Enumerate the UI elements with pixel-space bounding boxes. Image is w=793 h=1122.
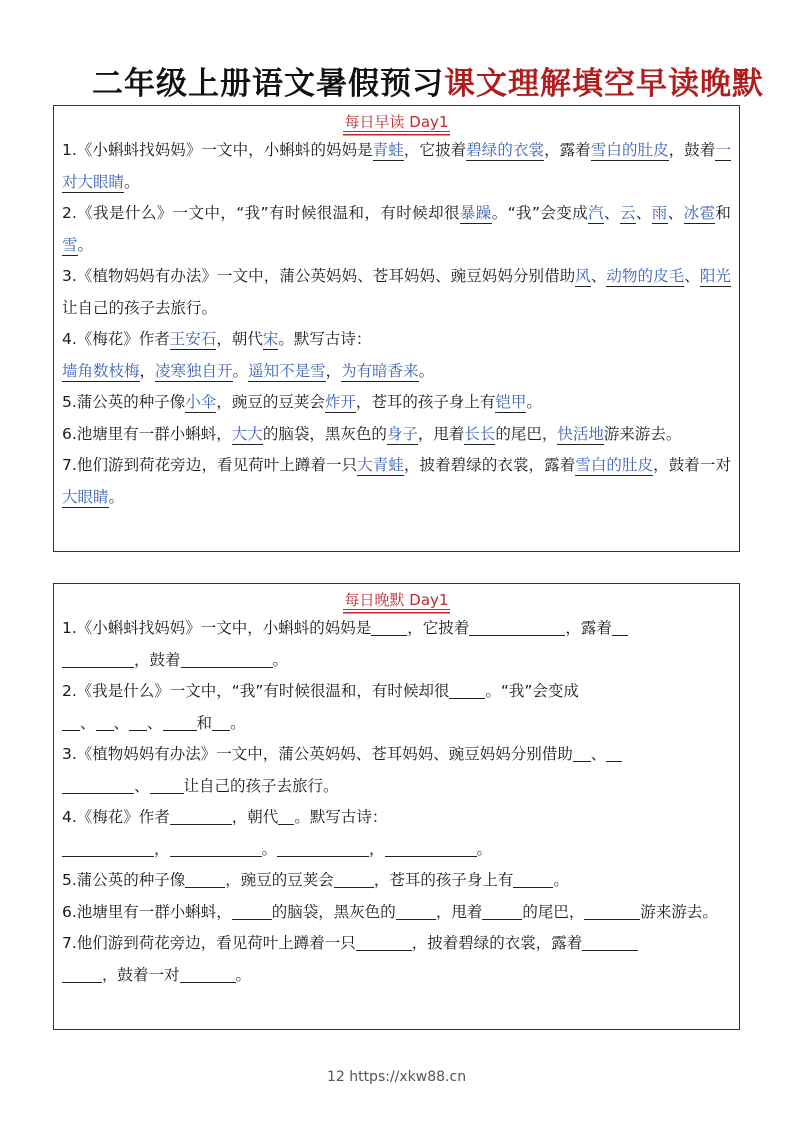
question-text: 。	[553, 871, 569, 889]
question-text: 和	[196, 713, 213, 732]
question-text: 的尾巴，	[522, 902, 585, 921]
fill-blank[interactable]	[62, 649, 134, 668]
fill-blank[interactable]	[62, 712, 80, 731]
question-text: 3.《植物妈妈有办法》一文中，蒲公英妈妈、苍耳妈妈、豌豆妈妈分别借助	[62, 267, 576, 285]
fill-blank[interactable]	[150, 775, 184, 794]
question-text: ，露着	[565, 619, 612, 637]
question-text: ，豌豆的豆荚会	[216, 393, 325, 411]
question-text: 游来游去。	[640, 902, 718, 921]
question-text: ，	[369, 839, 385, 858]
answer-text: 为有暗香来	[341, 361, 419, 380]
fill-blank[interactable]	[356, 932, 412, 951]
question-text: 3.《植物妈妈有办法》一文中，蒲公英妈妈、苍耳妈妈、豌豆妈妈分别借助	[62, 745, 573, 763]
question-text: ，朝代	[216, 330, 263, 348]
question-text: 。	[124, 172, 140, 191]
fill-blank[interactable]	[449, 680, 485, 699]
question-text: 、	[80, 713, 96, 732]
question-text: ，甩着	[417, 424, 465, 443]
question-text: 的脑袋，黑灰色的	[262, 424, 387, 443]
question-text: 2.《我是什么》一文中，“我”有时候很温和，有时候却很	[62, 204, 460, 222]
question-text: 4.《梅花》作者	[62, 808, 170, 826]
fill-blank[interactable]	[170, 838, 262, 857]
question-text: 6.池塘里有一群小蝌蚪，	[62, 902, 232, 921]
fill-blank[interactable]	[62, 775, 134, 794]
answer-text: 大大	[231, 424, 263, 443]
fill-blank[interactable]	[584, 901, 640, 920]
question-text: 游来游去。	[603, 424, 682, 443]
fill-blank[interactable]	[334, 869, 374, 888]
question-text: 。默写古诗：	[294, 808, 388, 826]
morning-items	[62, 135, 731, 513]
question-text: 、	[590, 267, 607, 285]
question-text: ，披着碧绿的衣裳，露着	[403, 456, 576, 474]
question-text: ，苍耳的孩子身上有	[355, 393, 496, 411]
fill-blank[interactable]	[96, 712, 114, 731]
question-text: ，	[154, 839, 170, 858]
morning-reading-box	[53, 105, 740, 552]
answer-text: 雪白的肚皮	[590, 141, 669, 159]
question-text: 、	[134, 776, 150, 795]
question-text: 7.他们游到荷花旁边，看见荷叶上蹲着一只	[62, 456, 358, 474]
fill-blank[interactable]	[612, 617, 628, 636]
answer-text: 墙角数枝梅	[62, 361, 140, 380]
question-text: 的尾巴，	[495, 424, 558, 443]
fill-blank[interactable]	[371, 617, 407, 636]
answer-text: 王安石	[169, 330, 217, 348]
fill-blank[interactable]	[232, 901, 272, 920]
answer-text: 铠甲	[495, 393, 527, 411]
question-text: 。	[235, 965, 252, 984]
question-text: ，鼓着一对	[102, 965, 180, 984]
answer-text: 雪白的肚皮	[575, 456, 654, 474]
evening-items	[62, 613, 731, 991]
morning-heading: 每日早读 Day1	[344, 113, 449, 131]
question-text: 。	[261, 839, 278, 858]
question-text: 1.《小蝌蚪找妈妈》一文中，小蝌蚪的妈妈是	[62, 141, 373, 159]
question-text: 2.《我是什么》一文中，“我”有时候很温和，有时候却很	[62, 682, 450, 700]
fill-blank[interactable]	[62, 838, 154, 857]
question-text: 的脑袋，黑灰色的	[271, 902, 396, 921]
evening-question	[62, 676, 731, 739]
answer-text: 碧绿的衣裳	[466, 141, 545, 159]
question-text: 。	[77, 235, 94, 254]
evening-dictation-box	[53, 583, 740, 1030]
fill-blank[interactable]	[482, 901, 522, 920]
answer-text: 云	[619, 204, 636, 222]
question-text: 。	[108, 487, 125, 506]
fill-blank[interactable]	[180, 964, 236, 983]
fill-blank[interactable]	[385, 838, 477, 857]
morning-question	[62, 419, 731, 451]
fill-blank[interactable]	[185, 869, 225, 888]
answer-text: 宋	[262, 330, 279, 348]
question-text: 、	[684, 267, 700, 285]
question-text: ，它披着	[407, 619, 470, 637]
answer-text: 动物的皮毛	[606, 267, 685, 285]
evening-question	[62, 897, 731, 929]
answer-text: 快活地	[557, 424, 604, 443]
morning-question	[62, 450, 731, 513]
title-part-2: 课文理解填空早读晚默	[444, 66, 764, 102]
question-text: ，鼓着一对	[653, 456, 731, 474]
fill-blank[interactable]	[278, 806, 294, 825]
question-text: ，甩着	[435, 902, 483, 921]
answer-text: 冰雹	[683, 204, 716, 222]
fill-blank[interactable]	[62, 964, 102, 983]
answer-text: 遥知不是雪	[248, 361, 326, 380]
question-text: 7.他们游到荷花旁边，看见荷叶上蹲着一只	[62, 934, 356, 952]
question-text: 、	[113, 713, 130, 732]
question-text: 5.蒲公英的种子像	[62, 871, 186, 889]
question-text: 。“我”会变成	[491, 204, 589, 222]
question-text: 、	[667, 204, 684, 222]
fill-blank[interactable]	[277, 838, 369, 857]
fill-blank[interactable]	[181, 649, 273, 668]
question-text: 。“我”会变成	[485, 682, 579, 700]
answer-text: 大眼睛	[62, 487, 109, 506]
answer-text: 雨	[651, 204, 668, 222]
fill-blank[interactable]	[513, 869, 553, 888]
answer-text: 青蛙	[372, 141, 404, 159]
fill-blank[interactable]	[582, 932, 638, 951]
question-text: 。	[476, 839, 493, 858]
question-text: ，露着	[544, 141, 591, 159]
question-text: 4.《梅花》作者	[62, 330, 170, 348]
fill-blank[interactable]	[396, 901, 436, 920]
question-text: 。	[230, 713, 246, 732]
fill-blank[interactable]	[606, 743, 622, 762]
question-text: 让自己的孩子去旅行。	[183, 776, 339, 795]
question-text: ，鼓着	[668, 141, 716, 159]
question-text: ，苍耳的孩子身上有	[373, 871, 514, 889]
page-footer: 12 https://xkw88.cn	[326, 1069, 467, 1085]
question-text: 。默写古诗：	[278, 330, 372, 348]
fill-blank[interactable]	[212, 712, 230, 731]
answer-text: 风	[575, 267, 591, 285]
question-text: 和	[715, 204, 731, 222]
question-text: ，朝代	[231, 808, 279, 826]
answer-text: 身子	[386, 424, 418, 443]
question-text: 。	[526, 393, 542, 411]
morning-question	[62, 324, 731, 387]
title-part-1: 二年级上册语文暑假预习	[92, 66, 444, 102]
answer-text: 长长	[464, 424, 496, 443]
question-text: 让自己的孩子去旅行。	[62, 298, 218, 317]
question-text: 、	[147, 713, 163, 732]
fill-blank[interactable]	[163, 712, 197, 731]
question-text: 、	[604, 204, 620, 222]
question-text: ，	[325, 361, 342, 380]
answer-text: 汽	[588, 204, 605, 222]
answer-text: 小伞	[185, 393, 217, 411]
question-text: 。	[232, 361, 249, 380]
question-text: 。	[418, 361, 435, 380]
evening-question	[62, 739, 731, 802]
question-text: ，披着碧绿的衣裳，露着	[411, 934, 583, 952]
evening-heading: 每日晚默 Day1	[344, 591, 449, 609]
answer-text: 一对大眼睛	[62, 141, 731, 191]
morning-question	[62, 387, 731, 419]
question-text: 。	[272, 650, 289, 669]
answer-text: 大青蛙	[357, 456, 404, 474]
answer-text: 雪	[62, 235, 78, 254]
fill-blank[interactable]	[129, 712, 147, 731]
evening-question	[62, 928, 731, 991]
morning-question	[62, 135, 731, 198]
answer-text: 暴躁	[459, 204, 492, 222]
question-text: 、	[635, 204, 652, 222]
evening-question	[62, 613, 731, 676]
answer-text: 凌寒独自开	[155, 361, 233, 380]
question-text: 5.蒲公英的种子像	[62, 393, 186, 411]
evening-question	[62, 802, 731, 865]
fill-blank[interactable]	[469, 617, 565, 636]
answer-text: 阳光	[699, 267, 731, 285]
evening-question	[62, 865, 731, 897]
morning-question	[62, 261, 731, 324]
question-text: 6.池塘里有一群小蝌蚪，	[62, 424, 232, 443]
page-title	[92, 64, 772, 104]
morning-question	[62, 198, 731, 261]
fill-blank[interactable]	[170, 806, 232, 825]
fill-blank[interactable]	[573, 743, 591, 762]
question-text: ，它披着	[403, 141, 467, 159]
question-text: ，	[139, 361, 156, 380]
question-text: ，豌豆的豆荚会	[225, 871, 334, 889]
answer-text: 炸开	[324, 393, 356, 411]
question-text: 1.《小蝌蚪找妈妈》一文中，小蝌蚪的妈妈是	[62, 619, 372, 637]
question-text: 、	[590, 745, 607, 763]
question-text: ，鼓着	[134, 650, 181, 669]
